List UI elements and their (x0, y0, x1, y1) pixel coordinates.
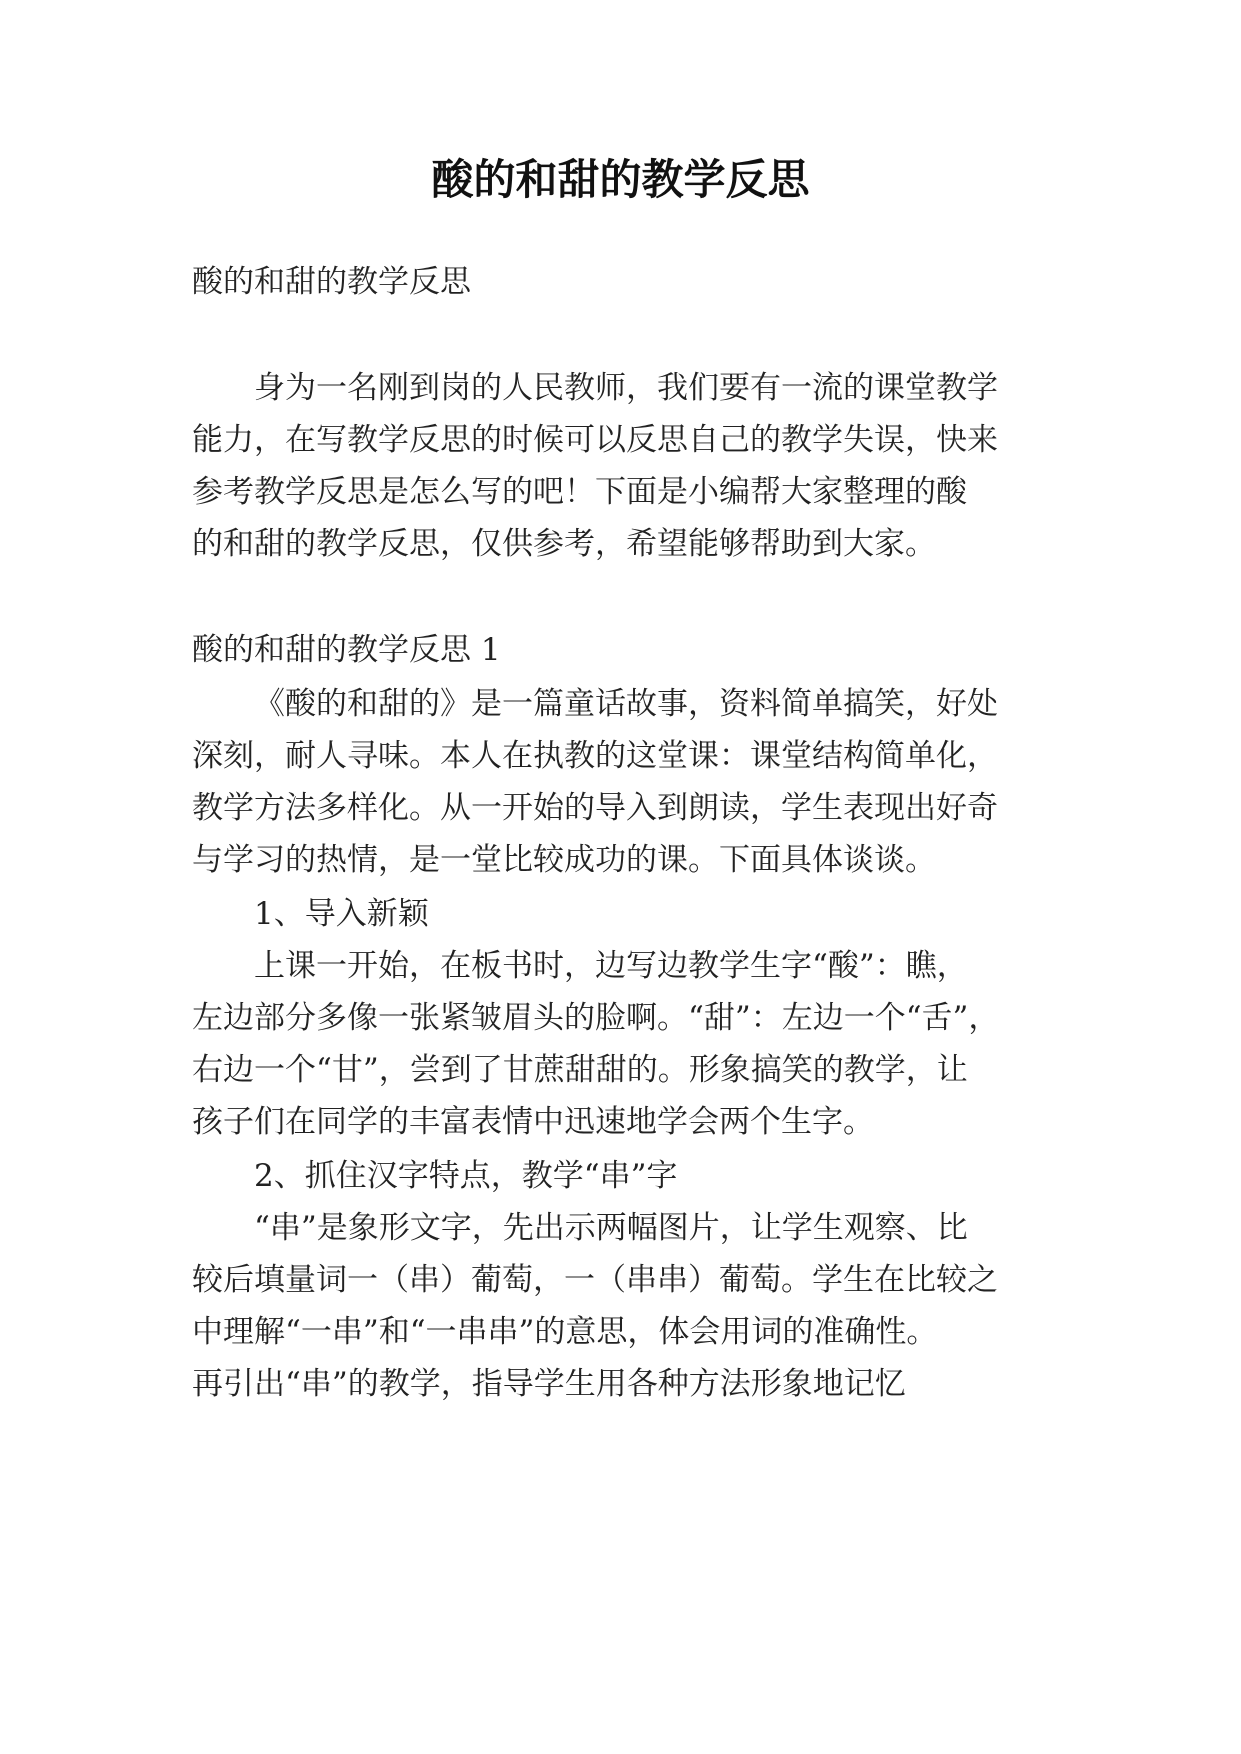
section-line: 深刻，耐人寻味。本人在执教的这堂课：课堂结构简单化， (192, 738, 998, 774)
point2-line: 较后填量词一（串）葡萄，一（串串）葡萄。学生在比较之 (192, 1262, 998, 1298)
section-line: 与学习的热情，是一堂比较成功的课。下面具体谈谈。 (192, 842, 936, 878)
point2-heading: 2、抓住汉字特点，教学“串”字 (254, 1158, 678, 1194)
intro-line: 能力，在写教学反思的时候可以反思自己的教学失误，快来 (192, 422, 998, 458)
point1-line: 上课一开始，在板书时，边写边教学生字“酸”：瞧， (254, 948, 968, 984)
point1-line: 孩子们在同学的丰富表情中迅速地学会两个生字。 (192, 1104, 874, 1140)
intro-line: 参考教学反思是怎么写的吧！下面是小编帮大家整理的酸 (192, 474, 967, 510)
intro-line: 身为一名刚到岗的人民教师，我们要有一流的课堂教学 (254, 370, 998, 406)
document-subtitle: 酸的和甜的教学反思 (192, 264, 471, 300)
intro-line: 的和甜的教学反思，仅供参考，希望能够帮助到大家。 (192, 526, 936, 562)
point1-heading: 1、导入新颖 (254, 896, 429, 932)
section-line: 教学方法多样化。从一开始的导入到朗读，学生表现出好奇 (192, 790, 998, 826)
document-title: 酸的和甜的教学反思 (431, 155, 810, 204)
point1-line: 左边部分多像一张紧皱眉头的脸啊。“甜”：左边一个“舌”， (192, 1000, 1000, 1036)
point2-line: 中理解“一串”和“一串串”的意思，体会用词的准确性。 (192, 1314, 938, 1350)
point2-line: 再引出“串”的教学，指导学生用各种方法形象地记忆 (192, 1366, 906, 1402)
section-line: 《酸的和甜的》是一篇童话故事，资料简单搞笑，好处 (254, 686, 998, 722)
section-heading: 酸的和甜的教学反思 1 (192, 632, 501, 668)
point2-line: “串”是象形文字，先出示两幅图片，让学生观察、比 (254, 1210, 968, 1246)
point1-line: 右边一个“甘”，尝到了甘蔗甜甜的。形象搞笑的教学，让 (192, 1052, 968, 1088)
